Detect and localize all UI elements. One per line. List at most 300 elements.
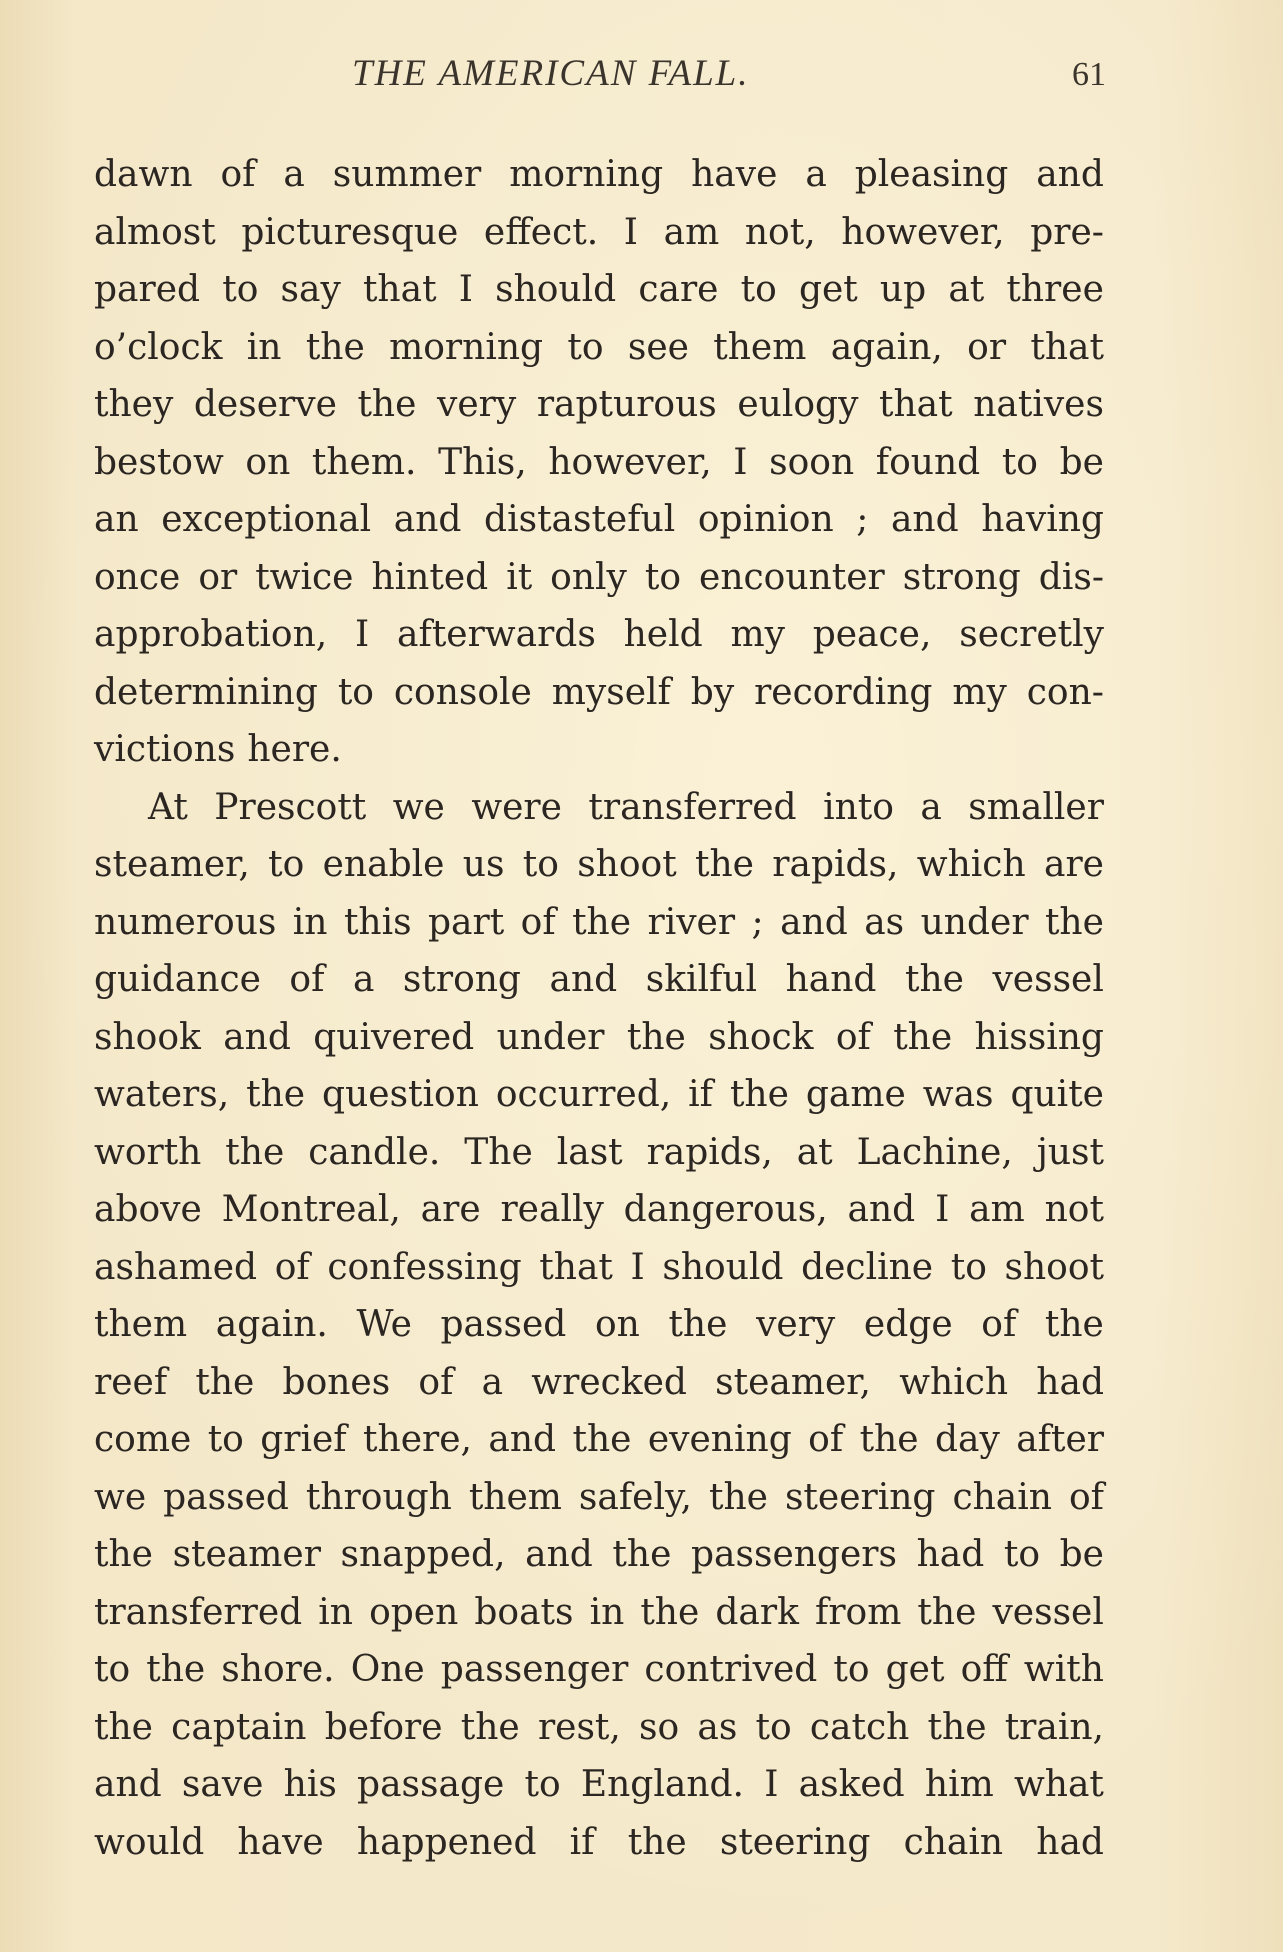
text-line [94, 951, 1104, 1009]
word: that [879, 384, 953, 425]
running-head [0, 52, 1283, 102]
word: exceptional [161, 499, 372, 540]
word: had [1036, 1821, 1104, 1863]
word: of [418, 1361, 454, 1403]
word: river [647, 901, 736, 943]
word: grief [260, 1419, 347, 1460]
word: the [572, 1419, 632, 1460]
word: eulogy [737, 384, 859, 425]
text-line [94, 1239, 1104, 1297]
word: numerous [94, 901, 277, 943]
word: am [969, 1189, 1025, 1230]
word: occurred, [495, 1074, 672, 1115]
word: steering [784, 1476, 936, 1518]
word: with [1023, 1649, 1104, 1690]
word: secretly [959, 614, 1104, 655]
word: morning [389, 326, 544, 368]
word: which [899, 1361, 1009, 1403]
word: pleasing [854, 154, 1009, 195]
word: the [709, 1476, 768, 1518]
word: held [623, 614, 703, 655]
word: game [805, 1074, 906, 1115]
word: encounter [699, 556, 885, 598]
word: and [549, 959, 618, 1000]
word: a [352, 959, 375, 1000]
word: pared [94, 269, 201, 310]
word: the [94, 1706, 153, 1748]
word: once [94, 556, 181, 598]
word: picturesque [241, 211, 459, 253]
word: by [690, 671, 735, 713]
word: to [207, 1419, 244, 1460]
word: shore. [221, 1649, 335, 1690]
text-line [94, 1584, 1104, 1642]
word: and [488, 1419, 557, 1460]
word: and [223, 1016, 291, 1058]
word: that [539, 1246, 613, 1288]
word: are [1043, 844, 1104, 885]
word: and [780, 901, 848, 943]
word: guidance [94, 959, 261, 1000]
word: candle. [308, 1131, 441, 1173]
word: the [1044, 901, 1104, 943]
word: safely, [578, 1476, 693, 1518]
text-line [94, 1124, 1104, 1182]
word: care [638, 269, 719, 310]
text-line [94, 1354, 1104, 1412]
word: and [1036, 154, 1104, 195]
word: in [292, 901, 328, 943]
word: that [362, 269, 437, 310]
word: the [572, 901, 632, 943]
word: soon [769, 441, 855, 483]
word: summer [332, 154, 482, 195]
word: a [283, 154, 305, 195]
word: to [1001, 441, 1038, 483]
word: however, [841, 211, 1005, 253]
text-line [94, 491, 1104, 549]
word: to [833, 1649, 870, 1690]
word: part [428, 901, 505, 943]
word: of [808, 1419, 844, 1460]
word: passed [440, 1304, 567, 1345]
word: rapids, [772, 844, 899, 885]
word: catch [809, 1706, 910, 1748]
word: at [948, 269, 985, 310]
word: at [796, 1131, 833, 1173]
word: shook [94, 1016, 201, 1058]
word: myself [551, 671, 671, 713]
word: reef [94, 1361, 168, 1403]
word: strong [402, 959, 521, 1000]
word: quivered [313, 1016, 475, 1058]
word: deserve [193, 384, 337, 425]
text-line [94, 204, 1104, 262]
text-line [94, 1699, 1104, 1757]
word: into [823, 786, 894, 828]
word: really [500, 1189, 604, 1230]
word: of [1068, 1476, 1104, 1518]
word: have [237, 1821, 324, 1863]
word: as [864, 901, 905, 943]
word: his [283, 1764, 337, 1805]
word: enable [322, 844, 445, 885]
word: day [934, 1419, 1000, 1460]
text-line [94, 1296, 1104, 1354]
word: transferred [94, 1591, 303, 1633]
word: effect. [483, 211, 599, 253]
word: ; [751, 901, 764, 943]
word: us [462, 844, 505, 885]
word: England. [580, 1764, 745, 1805]
word: asked [798, 1764, 905, 1805]
word: to [337, 671, 374, 713]
word: of [274, 1246, 310, 1288]
word: quite [1010, 1074, 1104, 1115]
word: under [920, 901, 1029, 943]
word: on [594, 1304, 640, 1345]
word: say [280, 269, 341, 310]
word: again, [830, 326, 943, 368]
word: found [875, 441, 981, 483]
text-line [94, 606, 1104, 664]
word: them [468, 1476, 562, 1518]
word: if [569, 1821, 595, 1863]
word: not [1044, 1189, 1104, 1230]
word: I [733, 441, 748, 483]
word: to [524, 1764, 561, 1805]
word: console [393, 671, 532, 713]
word: question [322, 1074, 479, 1115]
word: three [1006, 269, 1104, 310]
word: it [506, 556, 533, 598]
word: we [392, 786, 445, 828]
word: to [94, 1649, 131, 1690]
word: the [695, 844, 754, 885]
text-line [94, 1526, 1104, 1584]
word: up [879, 269, 927, 310]
word: again. [215, 1304, 328, 1345]
word: the [927, 1706, 987, 1748]
word: from [815, 1591, 902, 1633]
word: get [885, 1649, 945, 1690]
word: we [94, 1476, 147, 1518]
word: be [1059, 1534, 1104, 1575]
word: At [148, 786, 188, 828]
text-line [94, 1641, 1104, 1699]
word: under [496, 1016, 605, 1058]
word: to [755, 1706, 792, 1748]
word: get [798, 269, 858, 310]
page-number: 61 [1072, 56, 1106, 93]
word: I [623, 211, 639, 253]
word: come [94, 1419, 192, 1460]
word: should [662, 1246, 784, 1288]
word: would [94, 1821, 205, 1863]
word: approbation, [94, 614, 328, 655]
word: steamer, [715, 1361, 872, 1403]
text-line [94, 1181, 1104, 1239]
word: to [522, 844, 559, 885]
word: in [589, 1591, 625, 1633]
word: shock [708, 1016, 814, 1058]
text-line [94, 1009, 1104, 1067]
word: having [981, 499, 1104, 540]
word: if [688, 1074, 714, 1115]
word: of [520, 901, 556, 943]
word: the [626, 1016, 686, 1058]
word: the [94, 1534, 153, 1575]
word: the [893, 1016, 953, 1058]
word: passenger [440, 1649, 629, 1690]
word: almost [94, 211, 216, 253]
word: had [1036, 1361, 1104, 1403]
word: in [246, 326, 282, 368]
word: or [198, 556, 238, 598]
text-line [94, 1066, 1104, 1124]
word: the [357, 384, 417, 425]
word: steamer, [94, 844, 250, 885]
word: the [668, 1304, 728, 1345]
word: not, [744, 211, 816, 253]
word: had [916, 1534, 985, 1575]
word: confessing [327, 1246, 522, 1288]
word: and [393, 499, 462, 540]
word: the [305, 326, 365, 368]
word: the [917, 1591, 977, 1633]
word: so [639, 1706, 680, 1748]
word: them. [311, 441, 417, 483]
word: the [640, 1591, 700, 1633]
text-line [94, 721, 1104, 779]
word: I [630, 1246, 645, 1288]
word: edge [863, 1304, 953, 1345]
word: them [713, 326, 807, 368]
word: bones [282, 1361, 391, 1403]
word: the [627, 1821, 687, 1863]
word: rapids, [646, 1131, 773, 1173]
word: to [1003, 1534, 1040, 1575]
word: I [935, 1189, 950, 1230]
word: transferred [588, 786, 797, 828]
word: determining [94, 671, 318, 713]
word: to [644, 556, 682, 598]
word: happened [356, 1821, 537, 1863]
word: to [222, 269, 259, 310]
word: the [729, 1074, 789, 1115]
word: hand [785, 959, 877, 1000]
word: the [859, 1419, 919, 1460]
text-line [94, 1756, 1104, 1814]
word: rapturous [536, 384, 717, 425]
word: only [550, 556, 627, 598]
word: last [556, 1131, 623, 1173]
word: I [355, 614, 370, 655]
word: pre- [1030, 211, 1104, 253]
word: ; [856, 499, 869, 540]
word: strong [902, 556, 1021, 598]
word: dark [715, 1591, 799, 1633]
word: Prescott [214, 786, 367, 828]
word: train, [1004, 1706, 1104, 1748]
word: just [1036, 1131, 1104, 1173]
text-line [94, 1411, 1104, 1469]
text-line [94, 319, 1104, 377]
word: twice [255, 556, 354, 598]
word: dis- [1038, 556, 1104, 598]
text-line [94, 261, 1104, 319]
word: Montreal, [221, 1189, 401, 1230]
text-line [94, 894, 1104, 952]
word: passed [163, 1476, 289, 1518]
word: dawn [94, 154, 193, 195]
word: a [481, 1361, 504, 1403]
word: afterwards [397, 614, 596, 655]
text-line [94, 1469, 1104, 1527]
word: or [967, 326, 1007, 368]
word: the [225, 1131, 285, 1173]
word: however, [548, 441, 712, 483]
word: the [195, 1361, 255, 1403]
word: off [960, 1649, 1008, 1690]
word: in [318, 1591, 353, 1633]
word: steamer [172, 1534, 321, 1575]
word: Lachine, [856, 1131, 1013, 1173]
word: wrecked [531, 1361, 687, 1403]
word: victions [94, 729, 236, 770]
word: a [805, 154, 827, 195]
text-line [94, 836, 1104, 894]
word: see [627, 326, 689, 368]
word: chain [903, 1821, 1004, 1863]
word: distasteful [484, 499, 676, 540]
word: skilful [645, 959, 758, 1000]
text-line [94, 376, 1104, 434]
word: and [890, 499, 959, 540]
word: recording [754, 671, 933, 713]
word: evening [647, 1419, 792, 1460]
word: and [94, 1764, 162, 1805]
word: my [730, 614, 785, 655]
word: am [663, 211, 720, 253]
word: decline [801, 1246, 934, 1288]
body-text [94, 146, 1104, 1871]
word: there, [363, 1419, 472, 1460]
word: them [94, 1304, 188, 1345]
word: this [343, 901, 412, 943]
word: bestow [94, 441, 224, 483]
word: above [94, 1189, 202, 1230]
word: very [437, 384, 517, 425]
word: steering [719, 1821, 871, 1863]
word: the [146, 1649, 206, 1690]
text-line [94, 664, 1104, 722]
word: The [464, 1131, 533, 1173]
word: the [904, 959, 964, 1000]
word: passage [357, 1764, 505, 1805]
word: through [305, 1476, 452, 1518]
word: the [1044, 1304, 1104, 1345]
word: captain [171, 1706, 307, 1748]
word: an [94, 499, 139, 540]
word: my [952, 671, 1007, 713]
word: be [1059, 441, 1104, 483]
word: This, [438, 441, 527, 483]
word: and [847, 1189, 916, 1230]
word: opinion [697, 499, 834, 540]
word: to [567, 326, 604, 368]
word: ashamed [94, 1246, 258, 1288]
word: morning [509, 154, 664, 195]
word: after [1016, 1419, 1104, 1460]
word: were [471, 786, 562, 828]
text-line [94, 1814, 1104, 1872]
word: We [356, 1304, 412, 1345]
word: snapped, [340, 1534, 506, 1575]
word: open [369, 1591, 459, 1633]
word: to [740, 269, 777, 310]
word: worth [94, 1131, 202, 1173]
word: hinted [371, 556, 489, 598]
word: of [835, 1016, 871, 1058]
word: save [181, 1764, 264, 1805]
word: of [220, 154, 256, 195]
word: what [1013, 1764, 1104, 1805]
word: are [420, 1189, 481, 1230]
word: which [916, 844, 1026, 885]
word: peace, [812, 614, 932, 655]
word: and [525, 1534, 593, 1575]
word: very [756, 1304, 836, 1345]
word: chain [952, 1476, 1052, 1518]
word: contrived [644, 1649, 818, 1690]
word: of [289, 959, 325, 1000]
word: him [924, 1764, 994, 1805]
word: vessel [992, 1591, 1104, 1633]
word: the [612, 1534, 672, 1575]
word: that [1030, 326, 1104, 368]
word: a [920, 786, 942, 828]
word: vessel [992, 959, 1104, 1000]
word: smaller [968, 786, 1104, 828]
running-title: THE AMERICAN FALL. [352, 53, 750, 94]
word: boats [474, 1591, 574, 1633]
word: the [460, 1706, 520, 1748]
word: o’clock [94, 326, 223, 368]
word: they [94, 384, 174, 425]
word: to [268, 844, 305, 885]
word: waters, [94, 1074, 230, 1115]
word: shoot [1004, 1246, 1104, 1288]
text-line [94, 146, 1104, 204]
word: of [981, 1304, 1017, 1345]
word: con- [1026, 671, 1104, 713]
word: on [245, 441, 291, 483]
word: rest, [537, 1706, 621, 1748]
word: One [350, 1649, 425, 1690]
word: passengers [690, 1534, 897, 1575]
word: hissing [974, 1016, 1104, 1058]
word: should [495, 269, 617, 310]
text-line [94, 779, 1104, 837]
word: I [764, 1764, 779, 1805]
word: here. [247, 729, 342, 770]
word: before [324, 1706, 443, 1748]
word: dangerous, [623, 1189, 828, 1230]
word: I [458, 269, 473, 310]
word: natives [973, 384, 1104, 425]
word: to [950, 1246, 987, 1288]
